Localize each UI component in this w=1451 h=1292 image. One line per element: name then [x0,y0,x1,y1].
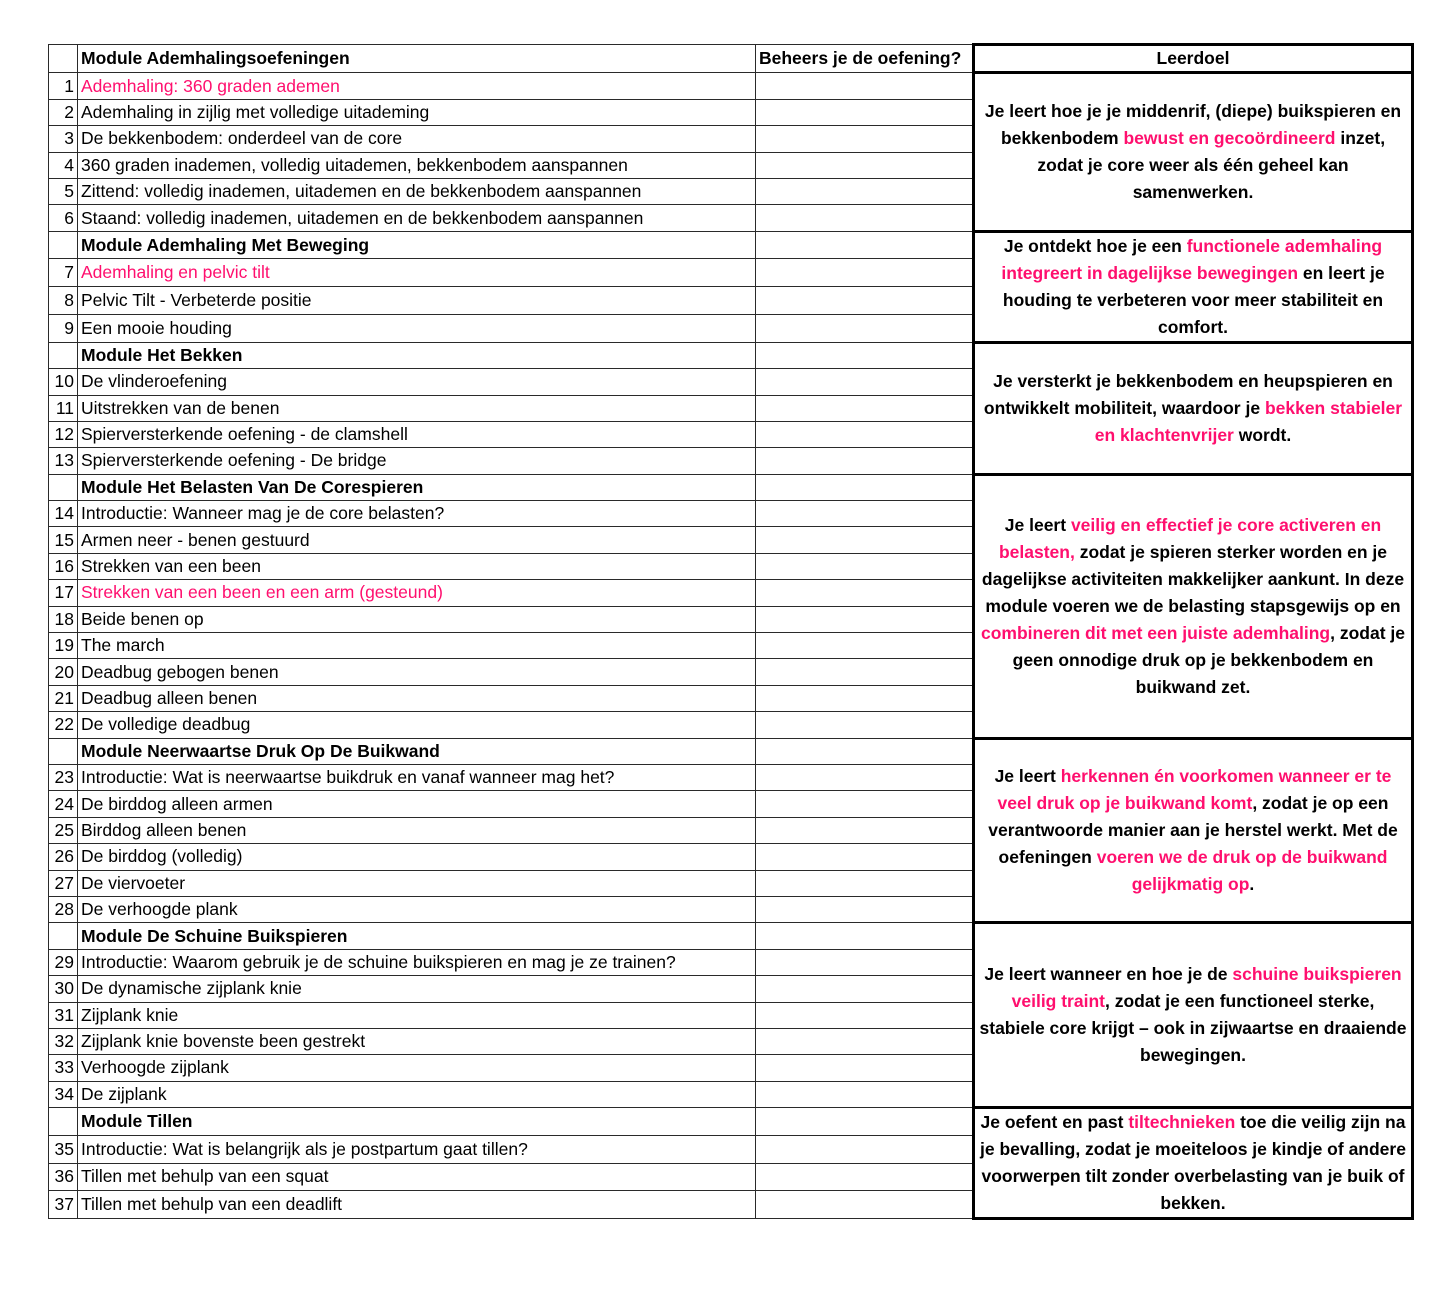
exercise-number: 16 [49,553,78,579]
exercise-number: 9 [49,314,78,342]
exercise-number: 33 [49,1055,78,1081]
mastery-cell[interactable] [756,287,974,315]
exercise-name: Introductie: Wat is belangrijk als je postpartum gaat tillen? [78,1135,756,1163]
mastery-cell[interactable] [756,448,974,474]
mastery-cell[interactable] [756,896,974,922]
goal-text: Je versterkt je bekkenbodem en heupspieren en ontwikkelt mobiliteit, waardoor je [983,370,1393,418]
mastery-cell[interactable] [756,474,974,500]
mastery-cell[interactable] [756,501,974,527]
goal-highlight-text: bekken stabieler en klachtenvrijer [1094,397,1403,445]
exercise-number: 15 [49,527,78,553]
exercise-number: 23 [49,764,78,790]
mastery-cell[interactable] [756,231,974,259]
mastery-cell[interactable] [756,764,974,790]
exercise-name: Introductie: Wanneer mag je de core belasten? [78,501,756,527]
exercise-name: Zijplank knie [78,1002,756,1028]
mastery-cell[interactable] [756,791,974,817]
exercise-number: 7 [49,259,78,287]
goal-text: zodat je spieren sterker worden en je dagelijkse activiteiten makkelijker aankunt. In deze module voeren we de belasting stapsgewijs op en [981,541,1405,616]
goal-text: , zodat je een functioneel sterke, stabiele core krijgt – ook in zijwaartse en draaiende bewegingen. [979,991,1407,1066]
exercise-number: 21 [49,685,78,711]
goal-highlight-text: veilig en effectief je core activeren en belasten, [998,514,1382,562]
goal-highlight-text: bewust en gecoördineerd [1123,128,1336,149]
exercise-number: 11 [49,395,78,421]
goal-text: Je oefent en past [980,1112,1129,1133]
mastery-cell[interactable] [756,259,974,287]
goal-highlight-text: tiltechnieken [1128,1112,1236,1133]
exercise-number: 19 [49,633,78,659]
goal-text: Je leert [994,765,1061,786]
learning-goal [974,73,1413,231]
exercise-number: 1 [49,73,78,99]
exercise-name: De verhoogde plank [78,896,756,922]
module-title: Module Neerwaartse Druk Op De Buikwand [78,738,756,764]
exercise-number: 29 [49,949,78,975]
goal-text: Je ontdekt hoe je een [1003,235,1187,256]
exercise-name: De vlinderoefening [78,369,756,395]
mastery-cell[interactable] [756,1108,974,1136]
exercise-name: Deadbug alleen benen [78,685,756,711]
mastery-cell[interactable] [756,342,974,368]
exercise-name: Strekken van een been [78,553,756,579]
exercise-number: 8 [49,287,78,315]
mastery-cell[interactable] [756,553,974,579]
mastery-cell[interactable] [756,923,974,949]
exercise-name: Verhoogde zijplank [78,1055,756,1081]
exercise-name: Spierversterkende oefening - de clamshell [78,421,756,447]
goal-text: Je leert [1004,514,1071,535]
mastery-cell[interactable] [756,152,974,178]
mastery-cell[interactable] [756,659,974,685]
exercise-name: De volledige deadbug [78,712,756,738]
mastery-cell[interactable] [756,314,974,342]
module-title: Module Ademhaling Met Beweging [78,231,756,259]
exercise-number: 6 [49,205,78,231]
goal-text: . [1249,873,1255,894]
mastery-cell[interactable] [756,949,974,975]
module-title: Module Tillen [78,1108,756,1136]
mastery-cell[interactable] [756,1055,974,1081]
exercise-name: Spierversterkende oefening - De bridge [78,448,756,474]
exercise-name: Strekken van een been en een arm (gesteund) [78,580,756,606]
module-number-cell [49,342,78,368]
exercise-number: 14 [49,501,78,527]
goal-text: wordt. [1233,424,1292,445]
exercise-name: Ademhaling: 360 graden ademen [78,73,756,99]
goal-highlight-text: herkennen én voorkomen wanneer er te veel druk op je buikwand komt [997,765,1392,813]
learning-goal [974,342,1413,474]
goal-text: , zodat je geen onnodige druk op je bekkenbodem en buikwand zet. [1012,622,1405,697]
exercise-name: Een mooie houding [78,314,756,342]
exercise-number: 12 [49,421,78,447]
exercise-name: Birddog alleen benen [78,817,756,843]
exercise-number: 17 [49,580,78,606]
exercise-number: 24 [49,791,78,817]
module-header-row [49,923,1413,949]
module-header-row [49,231,1413,259]
goal-text: , zodat je op een verantwoorde manier aan je herstel werkt. Met de oefeningen [988,792,1398,867]
exercise-number: 34 [49,1081,78,1107]
exercise-name: Zittend: volledig inademen, uitademen en de bekkenbodem aanspannen [78,178,756,204]
mastery-cell[interactable] [756,580,974,606]
exercise-number: 30 [49,976,78,1002]
module-title: Module Het Bekken [78,342,756,368]
exercise-number: 35 [49,1135,78,1163]
exercise-row [49,73,1413,99]
exercise-name: De bekkenbodem: onderdeel van de core [78,126,756,152]
exercise-number: 13 [49,448,78,474]
mastery-cell[interactable] [756,527,974,553]
mastery-cell[interactable] [756,1135,974,1163]
mastery-cell[interactable] [756,73,974,99]
goal-text: en leert je houding te verbeteren voor meer stabiliteit en comfort. [1002,262,1385,337]
exercise-name: Pelvic Tilt - Verbeterde positie [78,287,756,315]
exercise-name: De dynamische zijplank knie [78,976,756,1002]
mastery-cell[interactable] [756,712,974,738]
module-header-row [49,738,1413,764]
module-title: Module Het Belasten Van De Corespieren [78,474,756,500]
exercise-name: De viervoeter [78,870,756,896]
module-header-row [49,342,1413,368]
mastery-cell[interactable] [756,178,974,204]
header-number [49,45,78,73]
learning-goal [974,738,1413,923]
exercise-number: 20 [49,659,78,685]
exercise-name: Zijplank knie bovenste been gestrekt [78,1028,756,1054]
exercise-name: Introductie: Waarom gebruik je de schuine buikspieren en mag je ze trainen? [78,949,756,975]
learning-goal [974,474,1413,738]
exercise-name: Deadbug gebogen benen [78,659,756,685]
exercise-number: 2 [49,99,78,125]
mastery-cell[interactable] [756,606,974,632]
module-number-cell [49,231,78,259]
exercise-name: Uitstrekken van de benen [78,395,756,421]
exercise-name: Tillen met behulp van een squat [78,1163,756,1191]
exercise-name: Introductie: Wat is neerwaartse buikdruk en vanaf wanneer mag het? [78,764,756,790]
exercise-number: 4 [49,152,78,178]
table-body [49,45,1413,1219]
header-module-title: Module Ademhalingsoefeningen [78,45,756,73]
mastery-cell[interactable] [756,126,974,152]
goal-highlight-text: combineren dit met een juiste ademhaling [981,622,1331,643]
exercise-number: 37 [49,1191,78,1219]
exercise-name: De birddog alleen armen [78,791,756,817]
goal-text: inzet, zodat je core weer als één geheel kan samenwerken. [1037,128,1386,203]
mastery-cell[interactable] [756,421,974,447]
mastery-cell[interactable] [756,369,974,395]
header-check: Beheers je de oefening? [756,45,974,73]
goal-text: Je leert hoe je je middenrif, (diepe) buikspieren en bekkenbodem [984,101,1402,149]
module-header-row [49,474,1413,500]
exercise-number: 3 [49,126,78,152]
exercise-number: 31 [49,1002,78,1028]
exercise-number: 27 [49,870,78,896]
exercise-number: 5 [49,178,78,204]
module-number-cell [49,738,78,764]
mastery-cell[interactable] [756,1191,974,1219]
mastery-cell[interactable] [756,844,974,870]
goal-highlight-text: schuine buikspieren veilig traint [1011,964,1402,1012]
mastery-cell[interactable] [756,1002,974,1028]
mastery-cell[interactable] [756,685,974,711]
exercise-number: 36 [49,1163,78,1191]
exercise-number: 26 [49,844,78,870]
goal-text: Je leert wanneer en hoe je de [984,964,1233,985]
header-goal: Leerdoel [974,45,1413,73]
mastery-cell[interactable] [756,633,974,659]
mastery-cell[interactable] [756,1028,974,1054]
learning-goal [974,923,1413,1108]
exercise-number: 22 [49,712,78,738]
exercise-name: De zijplank [78,1081,756,1107]
module-header-row [49,1108,1413,1136]
exercise-name: Armen neer - benen gestuurd [78,527,756,553]
mastery-cell[interactable] [756,817,974,843]
exercise-number: 18 [49,606,78,632]
mastery-cell[interactable] [756,205,974,231]
exercise-name: De birddog (volledig) [78,844,756,870]
exercise-name: Tillen met behulp van een deadlift [78,1191,756,1219]
learning-goal [974,1108,1413,1219]
learning-goal [974,231,1413,342]
module-number-cell [49,1108,78,1136]
exercise-name: Ademhaling en pelvic tilt [78,259,756,287]
goal-highlight-text: functionele ademhaling integreert in dagelijkse bewegingen [1001,235,1383,283]
exercise-checklist-table [48,43,1414,1220]
exercise-name: Ademhaling in zijlig met volledige uitademing [78,99,756,125]
exercise-number: 10 [49,369,78,395]
mastery-cell[interactable] [756,99,974,125]
module-title: Module De Schuine Buikspieren [78,923,756,949]
exercise-name: Staand: volledig inademen, uitademen en de bekkenbodem aanspannen [78,205,756,231]
mastery-cell[interactable] [756,976,974,1002]
mastery-cell[interactable] [756,870,974,896]
module-number-cell [49,474,78,500]
exercise-number: 32 [49,1028,78,1054]
exercise-number: 28 [49,896,78,922]
goal-highlight-text: voeren we de druk op de buikwand gelijkmatig op [1096,846,1388,894]
exercise-name: Beide benen op [78,606,756,632]
mastery-cell[interactable] [756,1081,974,1107]
exercise-name: 360 graden inademen, volledig uitademen, bekkenbodem aanspannen [78,152,756,178]
mastery-cell[interactable] [756,1163,974,1191]
mastery-cell[interactable] [756,395,974,421]
exercise-name: The march [78,633,756,659]
goal-text: toe die veilig zijn na je bevalling, zodat je moeiteloos je kindje of andere voorwerpen tilt zonder overbelasting van je buik of bekken. [980,1112,1406,1214]
mastery-cell[interactable] [756,738,974,764]
module-number-cell [49,923,78,949]
header-row [49,45,1413,73]
exercise-number: 25 [49,817,78,843]
